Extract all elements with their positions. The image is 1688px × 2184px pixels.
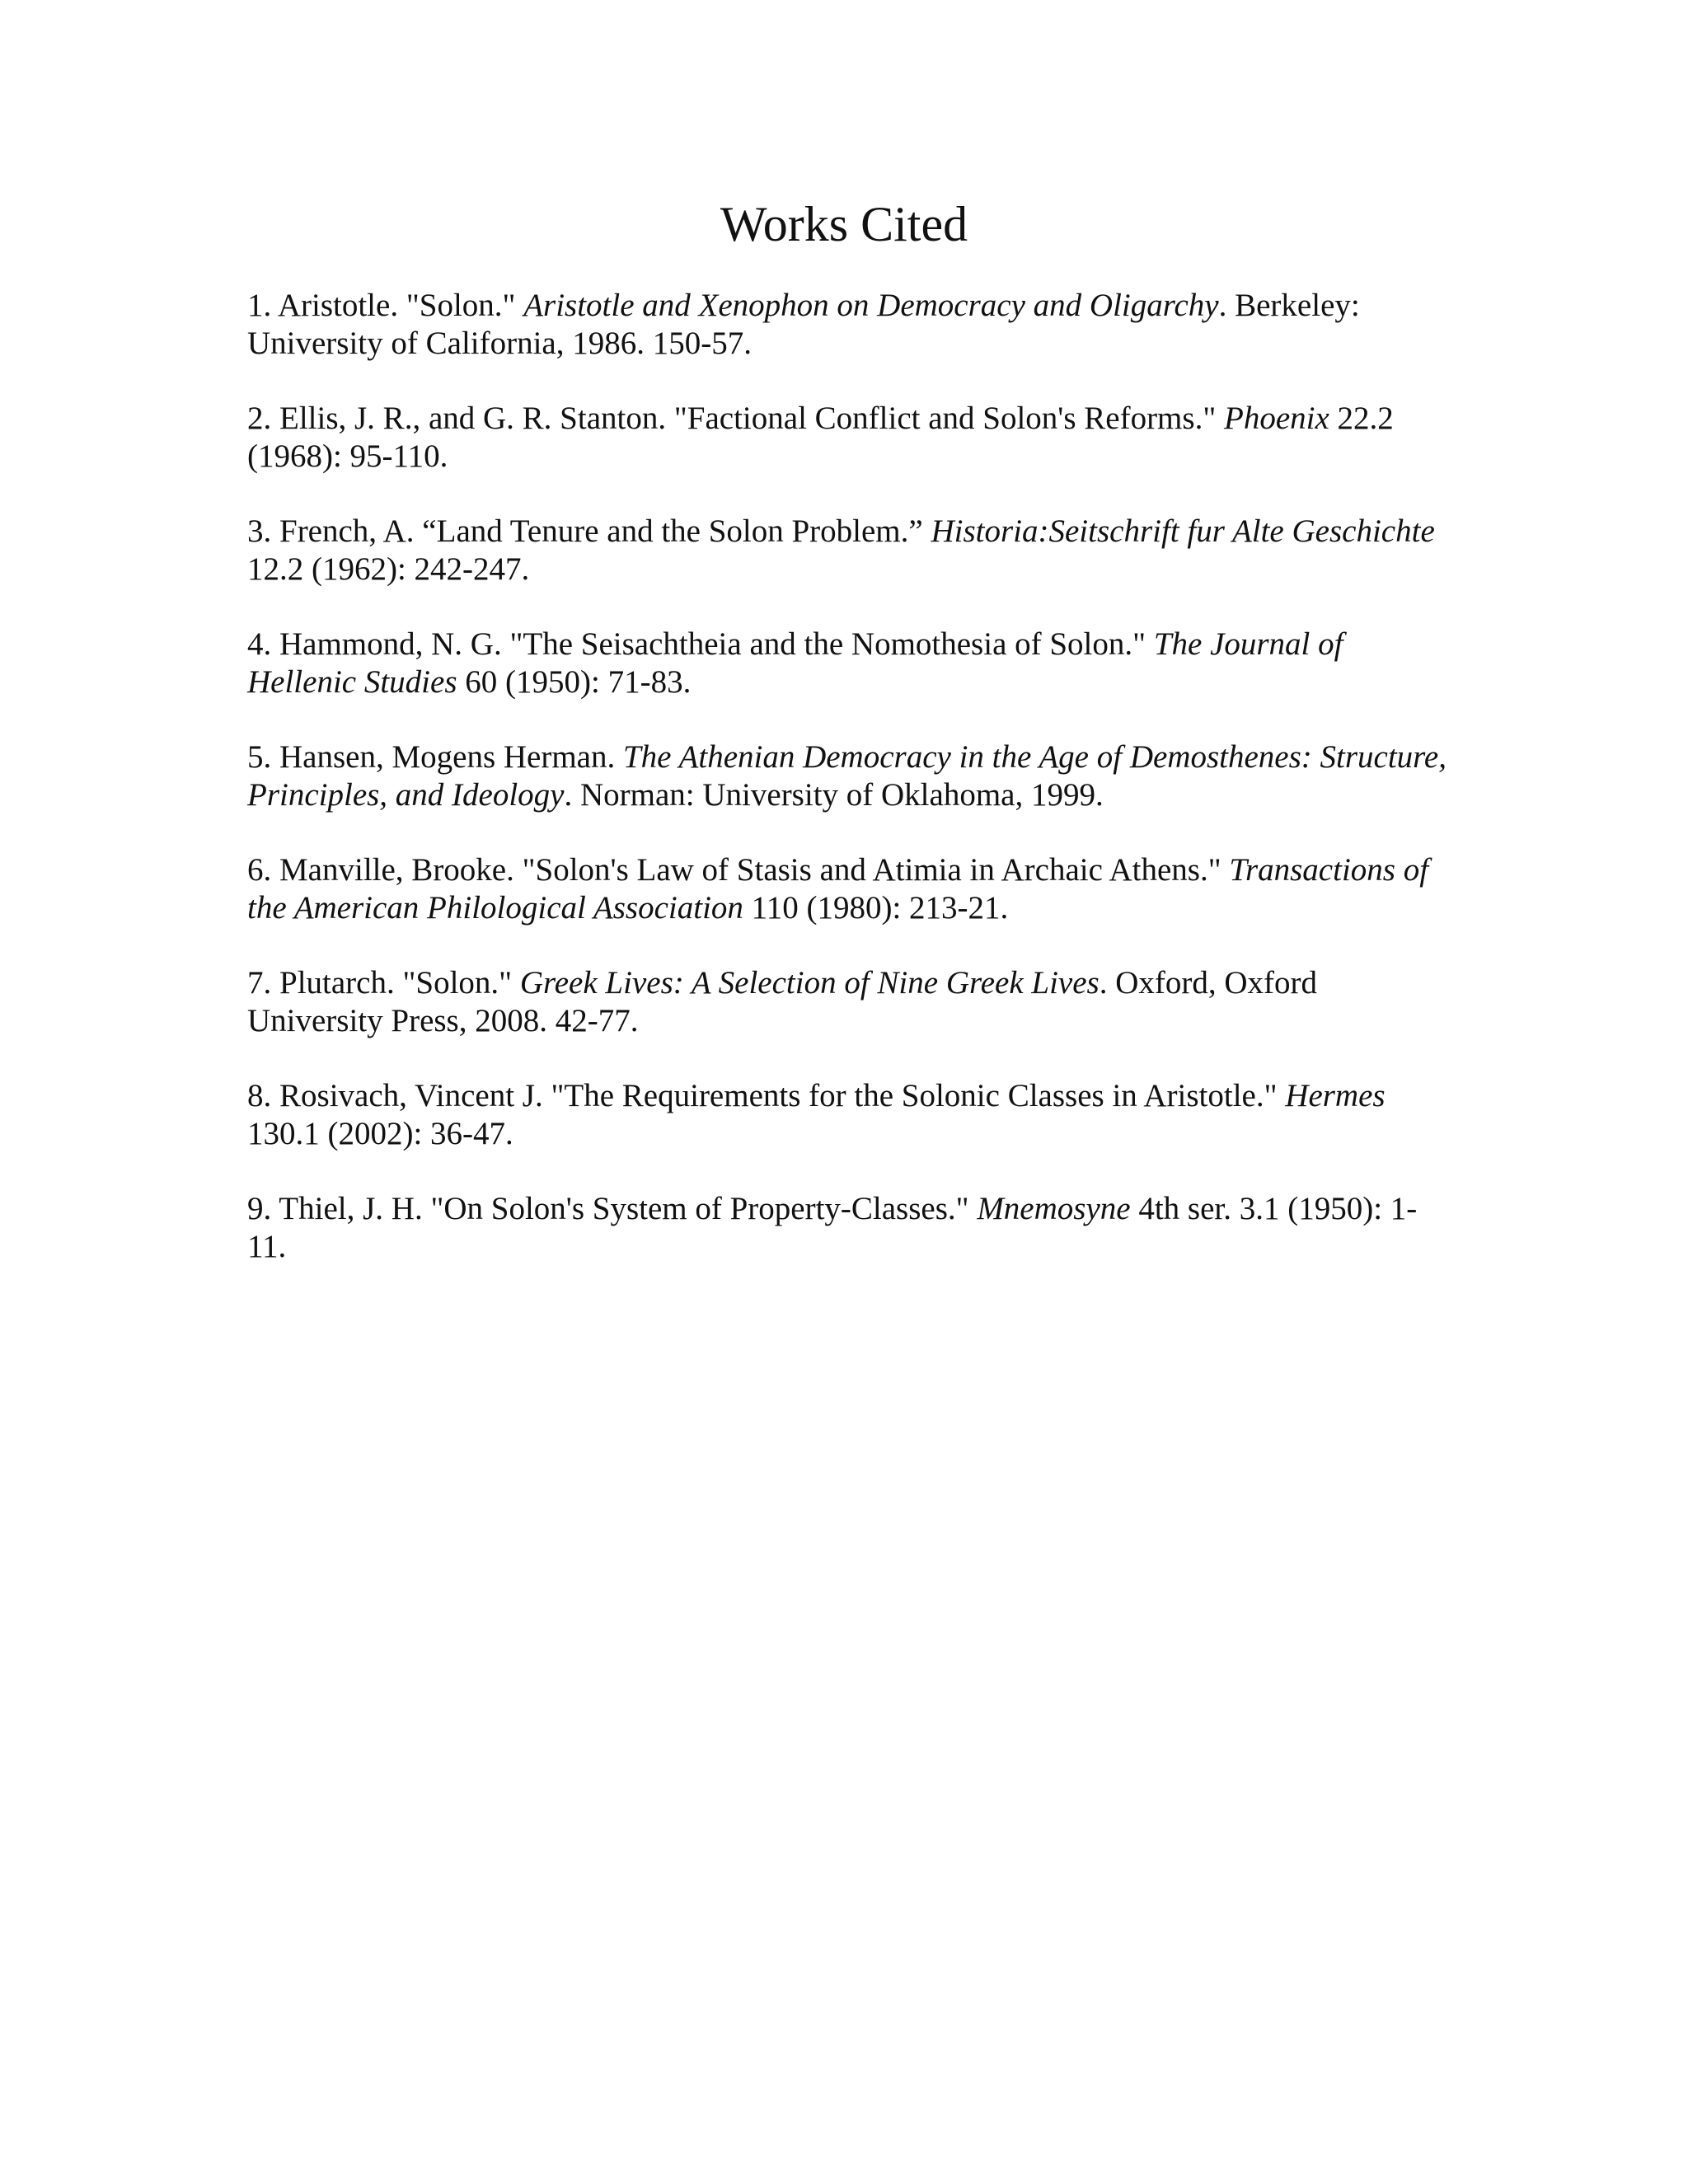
citation-details: . Berkeley: University of California, 1986. 150-57. xyxy=(247,288,1360,361)
citation-text: Hammond, N. G. "The Seisachtheia and the Nomothesia of Solon." xyxy=(271,626,1154,662)
citation-text: Plutarch. "Solon." xyxy=(271,965,520,1001)
citation-entry xyxy=(247,513,1451,588)
citation-entry xyxy=(247,400,1451,476)
citation-entry xyxy=(247,964,1451,1040)
citation-text: Rosivach, Vincent J. "The Requirements for the Solonic Classes in Aristotle." xyxy=(271,1078,1286,1113)
citation-number: 6. xyxy=(247,852,272,888)
citation-number: 1. xyxy=(247,288,272,323)
citation-number: 5. xyxy=(247,739,272,775)
citation-title: The Journal of Hellenic Studies xyxy=(247,626,1343,700)
citation-title: Transactions of the American Philological Association xyxy=(247,852,1429,926)
citation-text: Thiel, J. H. "On Solon's System of Property-Classes." xyxy=(271,1191,978,1226)
citation-title: The Athenian Democracy in the Age of Demosthenes: Structure, Principles, and Ideology xyxy=(247,739,1447,813)
citation-details: . Norman: University of Oklahoma, 1999. xyxy=(564,777,1104,813)
citation-details: 4th ser. 3.1 (1950): 1-11. xyxy=(247,1191,1418,1264)
citation-number: 2. xyxy=(247,401,272,436)
citation-entry xyxy=(247,738,1451,814)
citation-entry xyxy=(247,851,1451,927)
citation-entry xyxy=(247,1077,1451,1153)
citation-number: 7. xyxy=(247,965,272,1001)
citation-text: Hansen, Mogens Herman. xyxy=(271,739,623,775)
citation-title: Historia:Seitschrift fur Alte Geschichte xyxy=(931,513,1435,549)
citation-number: 3. xyxy=(247,513,272,549)
page-title: Works Cited xyxy=(720,197,968,251)
citation-entry xyxy=(247,287,1451,363)
citation-text: Ellis, J. R., and G. R. Stanton. "Factional Conflict and Solon's Reforms." xyxy=(271,401,1224,436)
citation-details: . Oxford, Oxford University Press, 2008. 42-77. xyxy=(247,965,1318,1038)
citation-details: 22.2 (1968): 95-110. xyxy=(247,401,1394,474)
citation-title: Greek Lives: A Selection of Nine Greek Lives xyxy=(519,965,1100,1001)
citation-text: French, A. “Land Tenure and the Solon Problem.” xyxy=(271,513,931,549)
citation-details: 60 (1950): 71-83. xyxy=(457,664,692,700)
works-cited-list xyxy=(247,287,1451,1303)
citation-number: 8. xyxy=(247,1078,272,1113)
citation-details: 12.2 (1962): 242-247. xyxy=(247,551,530,587)
citation-title: Mnemosyne xyxy=(977,1191,1131,1226)
citation-entry xyxy=(247,1190,1451,1266)
citation-details: 130.1 (2002): 36-47. xyxy=(247,1116,513,1151)
citation-title: Hermes xyxy=(1285,1078,1386,1113)
citation-number: 4. xyxy=(247,626,272,662)
citation-entry xyxy=(247,626,1451,701)
citation-title: Aristotle and Xenophon on Democracy and Oligarchy xyxy=(523,288,1219,323)
citation-number: 9. xyxy=(247,1191,272,1226)
citation-title: Phoenix xyxy=(1224,401,1329,436)
citation-text: Aristotle. "Solon." xyxy=(271,288,524,323)
citation-details: 110 (1980): 213-21. xyxy=(743,890,1009,926)
citation-text: Manville, Brooke. "Solon's Law of Stasis and Atimia in Archaic Athens." xyxy=(271,852,1230,888)
